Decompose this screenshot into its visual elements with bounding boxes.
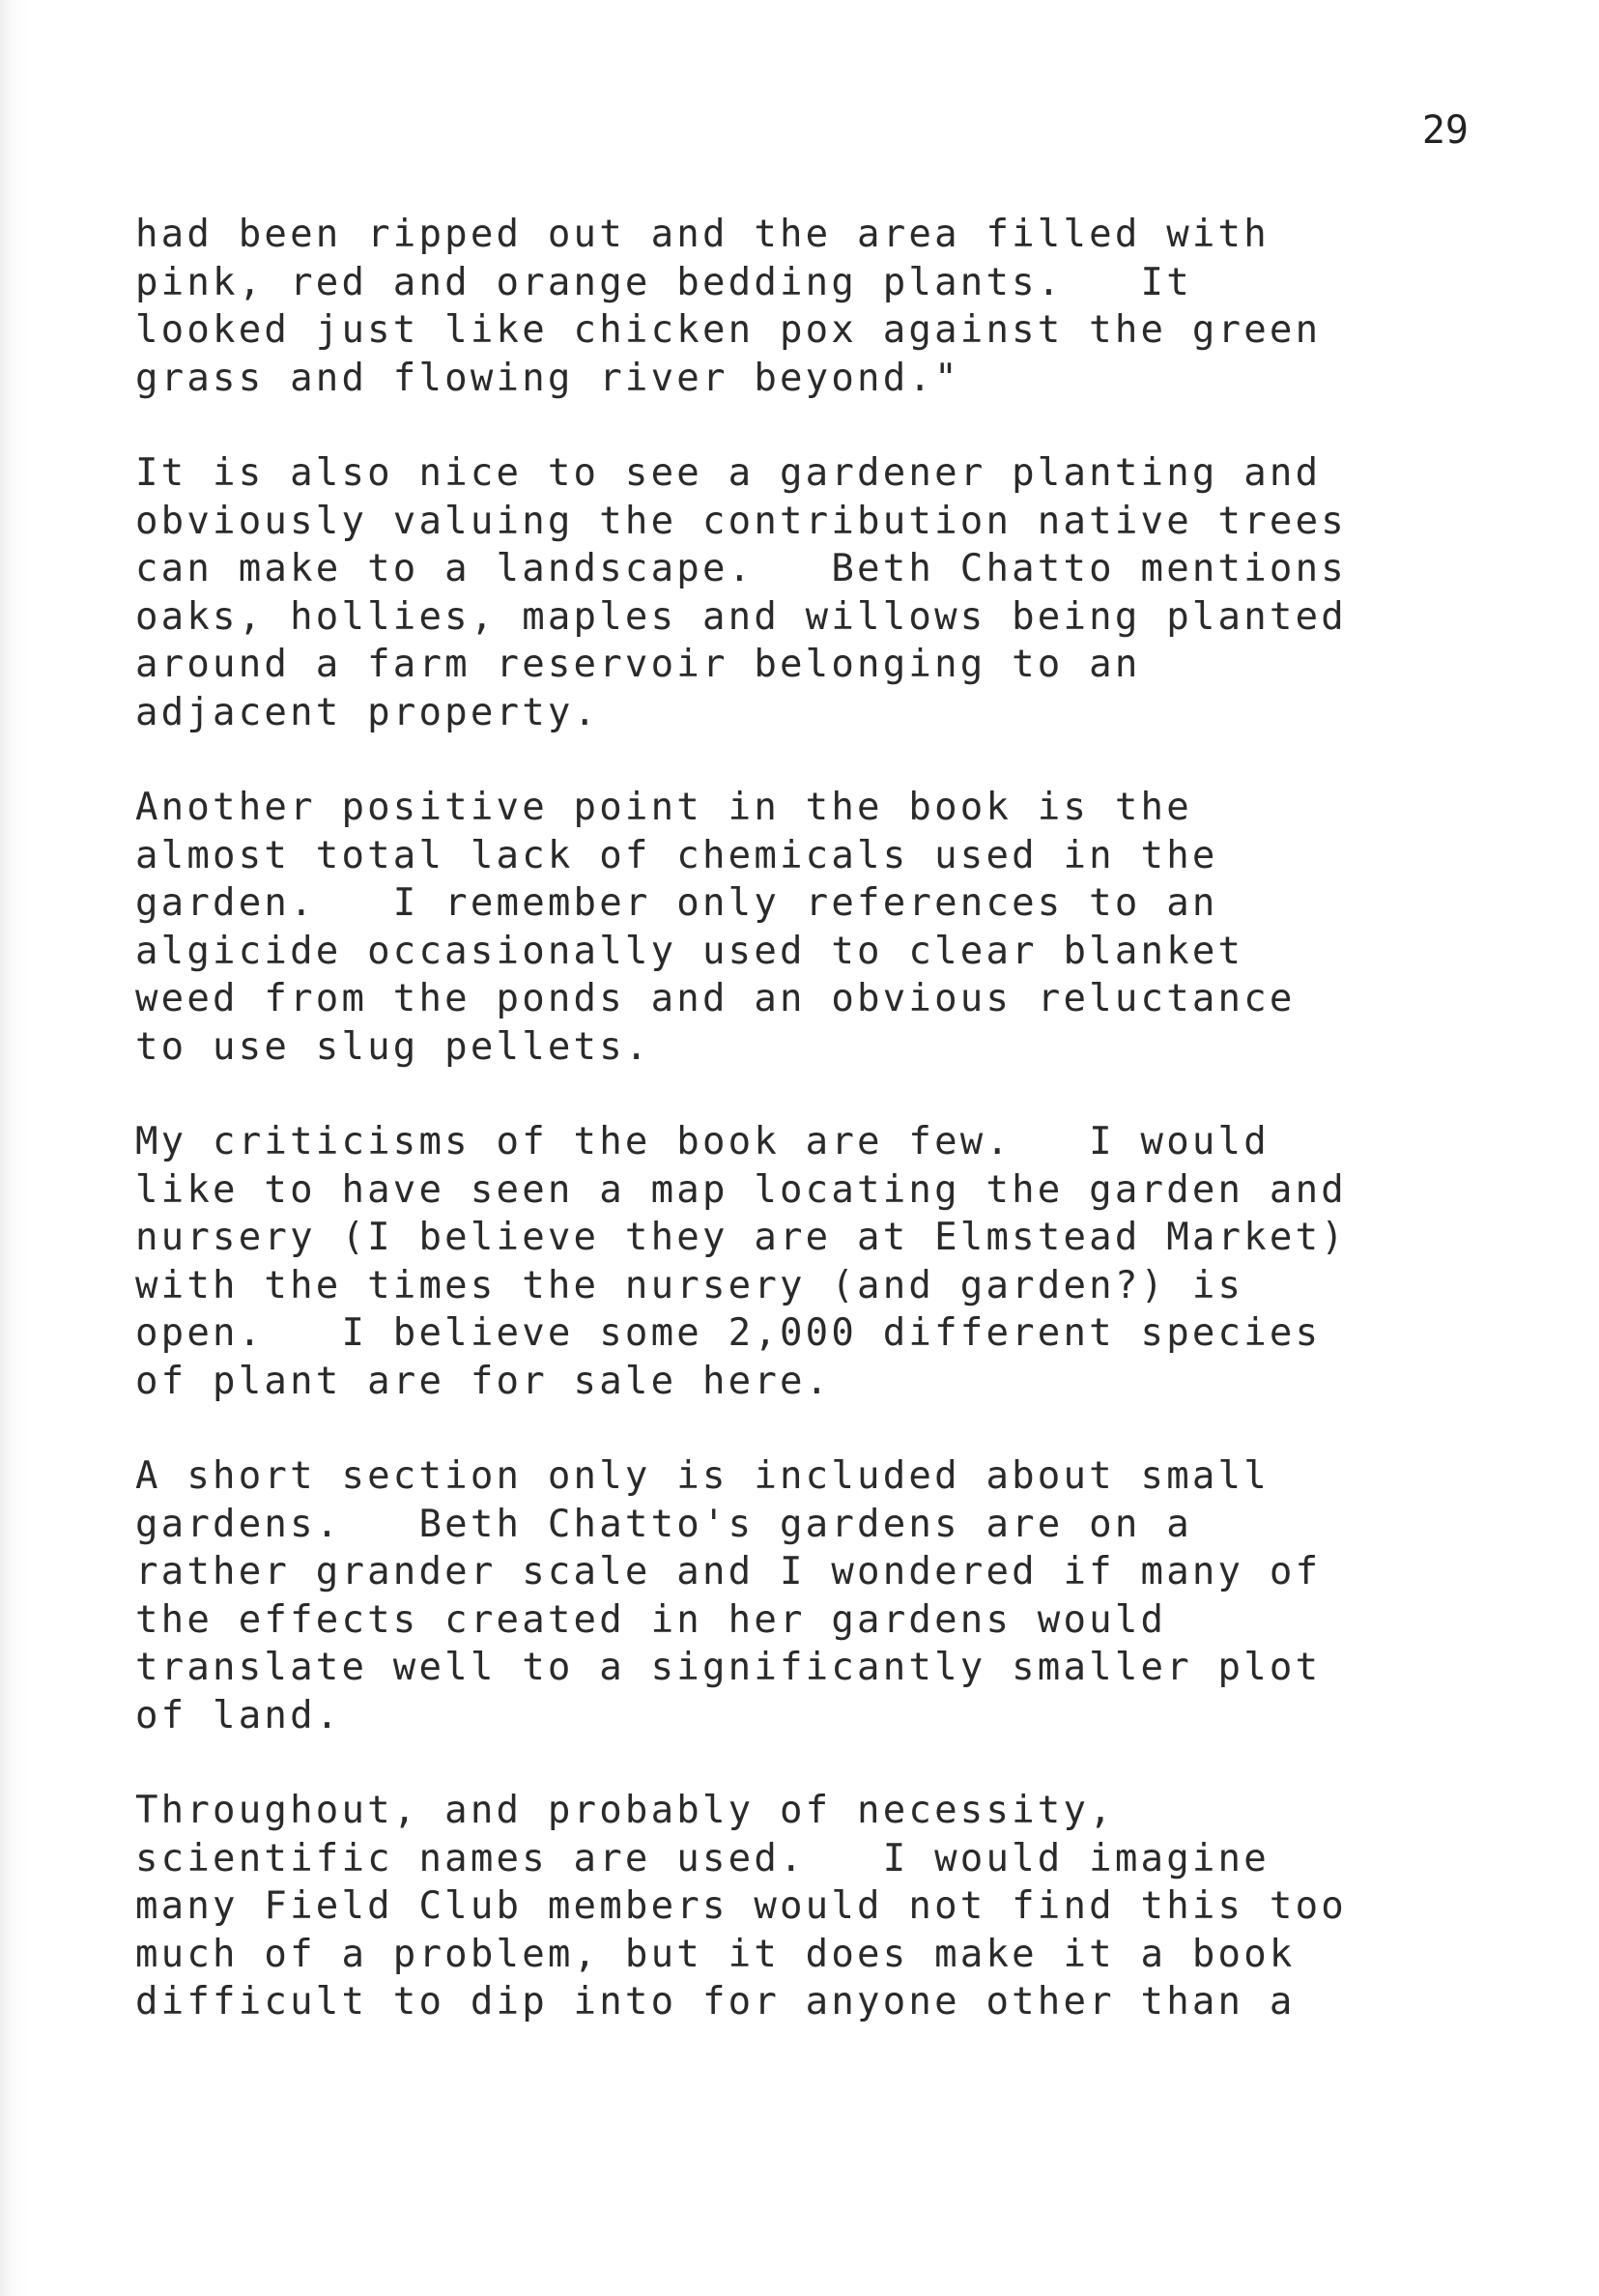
text-line: of land.: [135, 1693, 342, 1737]
text-line: gardens. Beth Chatto's gardens are on a: [135, 1502, 1192, 1546]
text-line: like to have seen a map locating the garden and: [135, 1167, 1347, 1212]
text-line: translate well to a significantly smaller plot: [135, 1646, 1322, 1689]
text-line: grass and flowing river beyond.": [135, 356, 960, 400]
text-line: pink, red and orange bedding plants. It: [135, 260, 1192, 304]
paragraph-6: [135, 1787, 1507, 2026]
page-number: 29: [1421, 108, 1469, 153]
text-line: of plant are for sale here.: [135, 1359, 832, 1403]
text-line: difficult to dip into for anyone other than a: [135, 1980, 1296, 2023]
paragraph-2: [135, 449, 1507, 736]
text-line: open. I believe some 2,000 different species: [135, 1311, 1322, 1355]
text-line: oaks, hollies, maples and willows being planted: [135, 594, 1347, 639]
paragraph-5: [135, 1452, 1507, 1739]
text-line: Another positive point in the book is the: [135, 786, 1192, 829]
text-line: It is also nice to see a gardener planting and: [135, 451, 1322, 495]
text-line: many Field Club members would not find this too: [135, 1884, 1347, 1928]
text-line: to use slug pellets.: [135, 1024, 651, 1069]
text-line: algicide occasionally used to clear blanket: [135, 929, 1244, 973]
text-line: My criticisms of the book are few. I would: [135, 1120, 1270, 1163]
text-line: around a farm reservoir belonging to an: [135, 643, 1141, 686]
text-line: obviously valuing the contribution native trees: [135, 499, 1347, 543]
text-line: adjacent property.: [135, 690, 600, 734]
text-line: garden. I remember only references to an: [135, 881, 1218, 925]
text-line: Throughout, and probably of necessity,: [135, 1789, 1115, 1832]
text-line: with the times the nursery (and garden?) is: [135, 1263, 1244, 1307]
text-line: A short section only is included about small: [135, 1454, 1270, 1498]
text-line: almost total lack of chemicals used in the: [135, 833, 1218, 877]
paragraph-3: [135, 784, 1507, 1071]
text-line: nursery (I believe they are at Elmstead Market): [135, 1216, 1347, 1259]
text-line: had been ripped out and the area filled with: [135, 213, 1270, 256]
paragraph-1: [135, 211, 1507, 402]
text-line: the effects created in her gardens would: [135, 1597, 1167, 1642]
text-line: much of a problem, but it does make it a book: [135, 1932, 1296, 1976]
text-line: scientific names are used. I would imagine: [135, 1836, 1270, 1880]
body-text: [135, 211, 1507, 2074]
paragraph-4: [135, 1118, 1507, 1405]
text-line: can make to a landscape. Beth Chatto mentions: [135, 547, 1347, 590]
text-line: weed from the ponds and an obvious reluctance: [135, 977, 1296, 1020]
text-line: looked just like chicken pox against the green: [135, 308, 1322, 352]
text-line: rather grander scale and I wondered if many of: [135, 1550, 1322, 1593]
